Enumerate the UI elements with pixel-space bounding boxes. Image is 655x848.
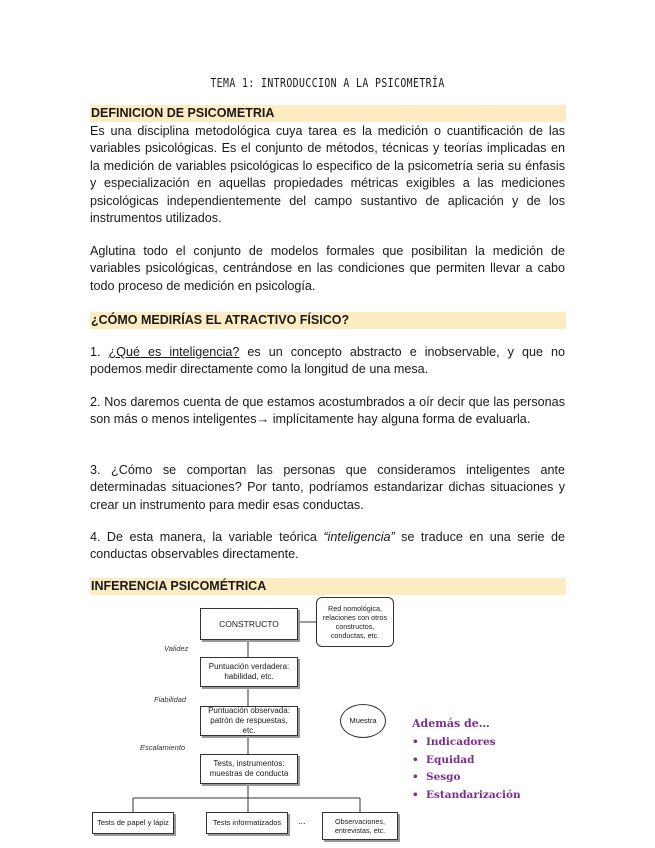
paragraph-definicion: Es una disciplina metodológica cuya tarea es la medición o cuantificación de las variables psicológicas. Es el conjunto de métodos, técnicas y teorías implicadas en la medición de variables psicológicas lo especifico de la psicometría seria su énfasis y especialización en aquellas propiedades métricas exigibles a las mediciones psicológicas independientemente del campo sustantivo de aplicación y de los instrumentos utilizados. (90, 124, 565, 226)
item1-prefix: 1. (90, 345, 109, 359)
section-heading-inferencia: INFERENCIA PSICOMÉTRICA (90, 578, 566, 595)
tests-instrumentos-box: Tests, instrumentos: muestras de conducta (200, 754, 298, 784)
validez-label: Validez (164, 644, 189, 653)
inteligencia-link[interactable]: ¿Qué es inteligencia? (108, 345, 240, 359)
tests-informatizados-box: Tests informatizados (206, 812, 288, 834)
puntuacion-observada-box: Puntuación observada: patrón de respuestas, etc. (200, 706, 298, 736)
item1-rest: es un concepto abstracto e inobservable, y que no podemos medir directamente como la longitud de una mesa. (90, 345, 566, 377)
muestra-ellipse: Muestra (340, 704, 386, 738)
paragraph-aglutina: Aglutina todo el conjunto de modelos formales que posibilitan la medición de variables psicológicas, centrándose en las condiciones que permiten llevar a cabo todo proceso de medición en psicología. (90, 244, 565, 293)
red-nomologica-box: Red nomológica, relaciones con otros constructos, conductas, etc. (316, 597, 394, 647)
section-heading-atractivo: ¿CÓMO MEDIRÍAS EL ATRACTIVO FÍSICO? (90, 312, 566, 329)
item4-rest: se traduce en una serie de conductas observables directamente. (90, 530, 565, 562)
observaciones-box: Observaciones, entrevistas, etc. (322, 812, 398, 840)
legend-item: • Estandarización (412, 787, 521, 805)
item4-prefix: 4. De esta manera, la variable teórica (90, 530, 324, 544)
list-item-3: 3. ¿Cómo se comportan las personas que consideramos inteligentes ante determinadas situaciones? Por tanto, podríamos estandarizar dichas situaciones y crear un instrumento para medir esas conductas. (90, 463, 565, 512)
legend-title: Además de… (412, 717, 490, 730)
section-heading-definicion: DEFINICION DE PSICOMETRIA (90, 105, 566, 122)
list-item-2: 2. Nos daremos cuenta de que estamos acostumbrados a oír decir que las personas son más o menos inteligentes→ implícitamente hay alguna forma de evaluarla. (90, 395, 565, 427)
legend-item: • Indicadores (412, 734, 521, 752)
document-title: TEMA 1: INTRODUCCION A LA PSICOMETRÍA (210, 76, 445, 90)
constructo-box: CONSTRUCTO (200, 608, 298, 640)
tests-papel-box: Tests de papel y lápiz (92, 812, 174, 834)
legend-item: • Equidad (412, 752, 521, 770)
legend-list (412, 734, 521, 804)
puntuacion-verdadera-box: Puntuación verdadera: habilidad, etc. (200, 657, 298, 687)
ellipsis: ... (298, 816, 306, 826)
fiabilidad-label: Fiabilidad (154, 695, 187, 704)
legend-item: • Sesgo (412, 769, 521, 787)
item4-emphasis: “inteligencia” (323, 530, 395, 544)
escalamiento-label: Escalamiento (140, 743, 186, 752)
